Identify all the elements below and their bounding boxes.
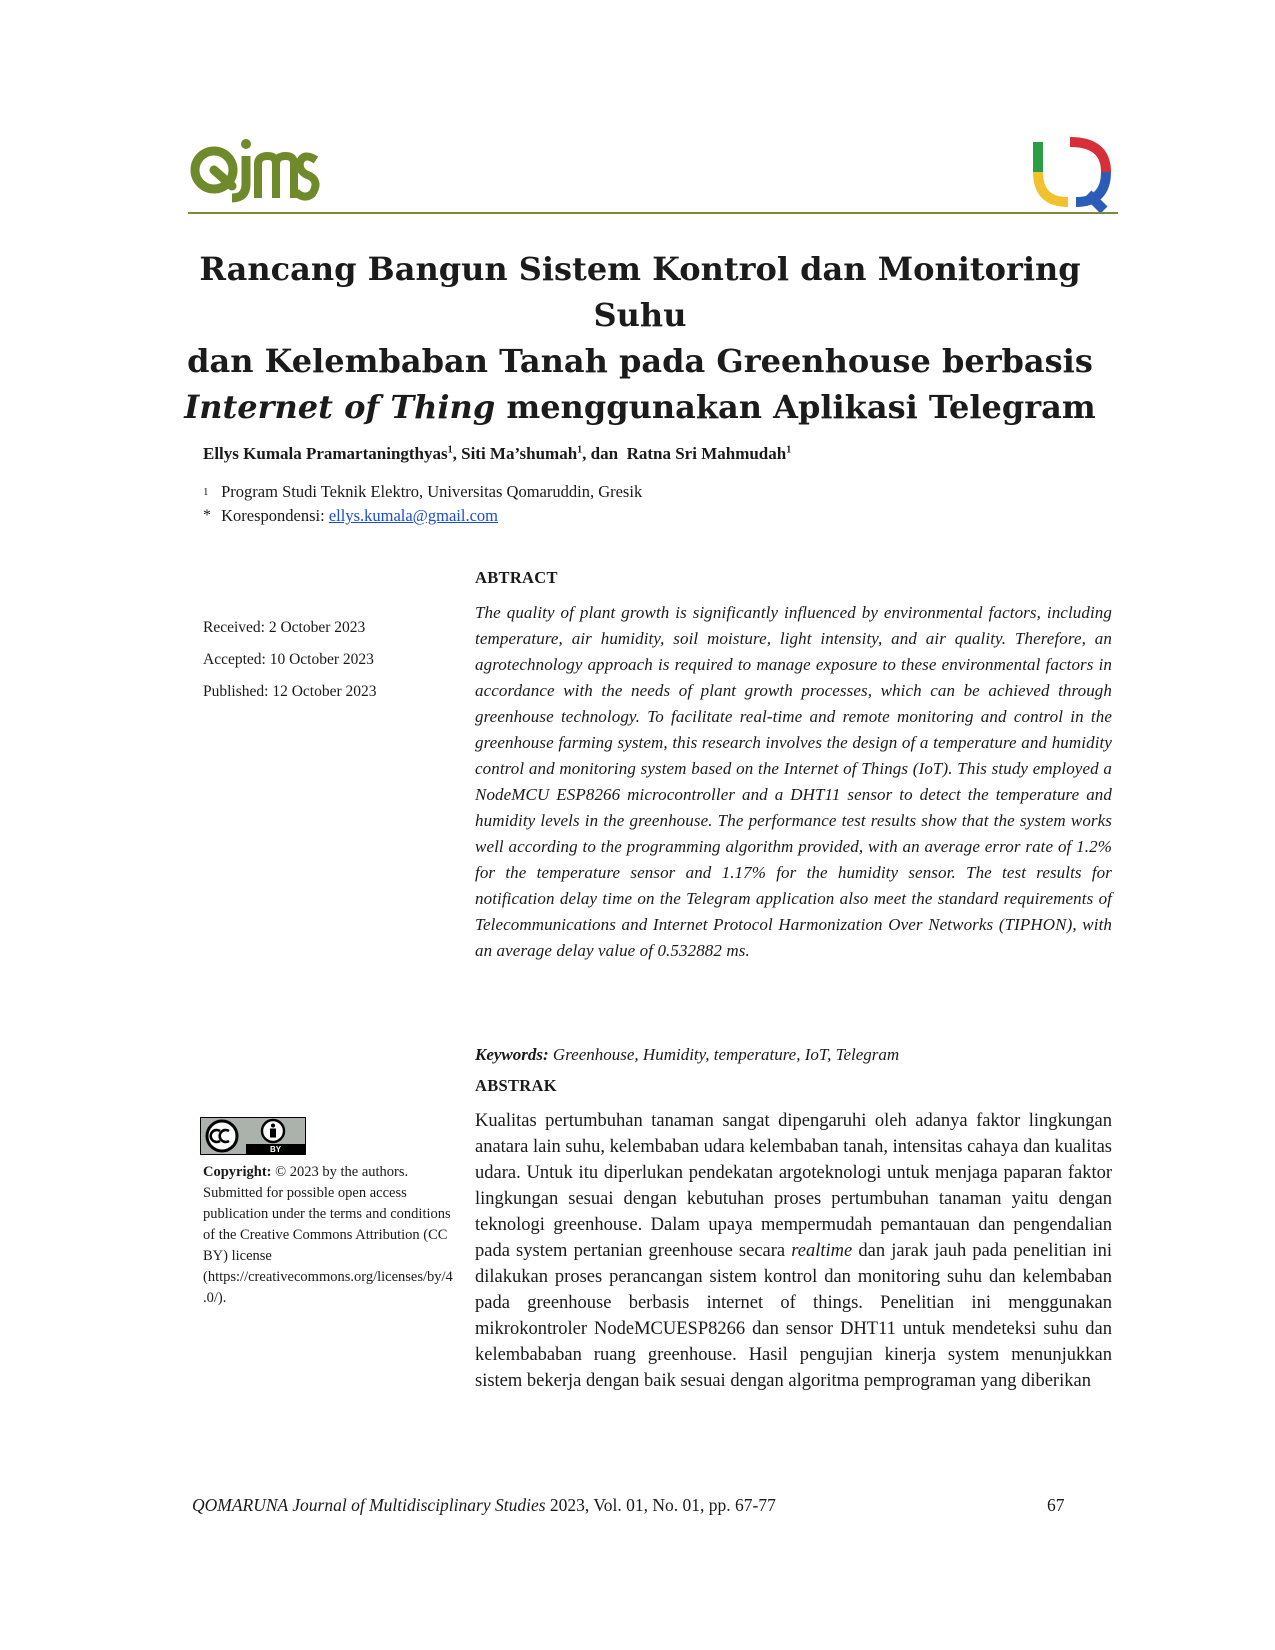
page-footer xyxy=(192,1495,1072,1516)
abstract-heading: ABTRACT xyxy=(475,568,558,587)
received-date: Received: 2 October 2023 xyxy=(203,619,366,636)
author-2: Siti Ma’shumah xyxy=(461,444,578,463)
footer-citation: 2023, Vol. 01, No. 01, pp. 67-77 xyxy=(545,1495,776,1515)
keywords-text: Greenhouse, Humidity, temperature, IoT, Telegram xyxy=(548,1045,900,1064)
author-3-sup: 1 xyxy=(786,444,792,456)
copyright-notice xyxy=(203,1162,455,1309)
page-number: 67 xyxy=(1047,1495,1065,1515)
paper-title xyxy=(160,246,1120,430)
abstrak-part-2: dan jarak jauh pada penelitian ini dilakukan proses perancangan sistem kontrol dan monitoring suhu dan kelembaban pada greenhouse berbasis internet of things. Penelitian ini menggunakan mikrokontroler NodeMCUESP8266 dan sensor DHT11 untuk mendeteksi suhu dan kelembababan ruang greenhouse. Hasil pengujian kinerja system menunjukkan sistem bekerja dengan baik sesuai dengan algoritma pemprograman yang diberikan xyxy=(475,1241,1112,1391)
qjms-logo xyxy=(188,136,320,206)
correspondence-label: Korespondensi: xyxy=(221,506,329,525)
title-line-3 xyxy=(160,384,1120,430)
title-line-3-rest: menggunakan Aplikasi Telegram xyxy=(495,388,1096,426)
abstrak-text xyxy=(475,1108,1112,1394)
keywords xyxy=(475,1045,899,1065)
abstrak-heading: ABSTRAK xyxy=(475,1076,557,1095)
footer-journal: QOMARUNA Journal of Multidisciplinary Studies xyxy=(192,1495,546,1515)
title-line-1: Rancang Bangun Sistem Kontrol dan Monitoring Suhu xyxy=(199,250,1081,334)
header-rule xyxy=(188,212,1118,214)
author-list xyxy=(203,444,791,464)
accepted-date: Accepted: 10 October 2023 xyxy=(203,651,374,668)
author-sep-1: , xyxy=(452,444,462,463)
abstrak-italic: realtime xyxy=(791,1241,853,1261)
title-italic: Internet of Thing xyxy=(184,388,496,426)
abstrak-part-1: Kualitas pertumbuhan tanaman sangat dipengaruhi oleh adanya faktor lingkungan anatara lain suhu, kelembaban udara kelembaban tanah, intensitas cahaya dan kualitas udara. Untuk itu diperlukan pendekatan argoteknologi untuk menjaga paparan faktor lingkungan sesuai dengan kebutuhan proses pertumbuhan tanaman yaitu dengan teknologi greenhouse. Dalam upaya mempermudah pemantauan dan pengendalian pada system pertanian greenhouse secara xyxy=(475,1111,1112,1261)
published-date: Published: 12 October 2023 xyxy=(203,683,377,700)
author-1: Ellys Kumala Pramartaningthyas xyxy=(203,444,448,463)
title-line-2: dan Kelembaban Tanah pada Greenhouse berbasis xyxy=(187,342,1093,380)
author-2-sup: 1 xyxy=(577,444,583,456)
affiliation-text: Program Studi Teknik Elektro, Universitas Qomaruddin, Gresik xyxy=(221,482,643,501)
author-1-sup: 1 xyxy=(447,444,453,456)
cc-by-badge[interactable] xyxy=(200,1117,306,1155)
keywords-label: Keywords: xyxy=(475,1045,549,1064)
uq-logo xyxy=(1030,136,1120,216)
author-sep-2: , dan xyxy=(582,444,627,463)
author-3: Ratna Sri Mahmudah xyxy=(626,444,787,463)
abstract-text: The quality of plant growth is significantly influenced by environmental factors, including temperature, air humidity, soil moisture, light intensity, and air quality. Therefore, an agrotechnology approach is required to manage exposure to these environmental factors in accordance with the needs of plant growth processes, which can be achieved through greenhouse technology. To facilitate real-time and remote monitoring and control in the greenhouse farming system, this research involves the design of a temperature and humidity control and monitoring system based on the Internet of Things (IoT). This study employed a NodeMCU ESP8266 microcontroller and a DHT11 sensor to detect the temperature and humidity levels in the greenhouse. The performance test results show that the system works well according to the programming algorithm provided, with an average error rate of 1.2% for the temperature sensor and 1.17% for the humidity sensor. The test results for notification delay time on the Telegram application also meet the standard requirements of Telecommunications and Internet Protocol Harmonization Over Networks (TIPHON), with an average delay value of 0.532882 ms. xyxy=(475,603,1112,960)
copyright-text: © 2023 by the authors. Submitted for possible open access publication under the terms and conditions of the Creative Commons Attribution (CC BY) license (https://creativecommons.org/licenses/by/4.0/). xyxy=(203,1164,453,1306)
affiliation-line xyxy=(203,480,642,504)
cc-by-badge-label: BY xyxy=(269,1145,282,1154)
correspondence-mark: * xyxy=(203,507,211,524)
article-dates xyxy=(203,612,377,708)
affiliation-mark: 1 xyxy=(203,486,209,498)
correspondence-line xyxy=(203,504,642,528)
affiliations xyxy=(203,480,642,528)
copyright-label: Copyright: xyxy=(203,1164,272,1180)
correspondence-email-link[interactable]: ellys.kumala@gmail.com xyxy=(328,506,498,525)
